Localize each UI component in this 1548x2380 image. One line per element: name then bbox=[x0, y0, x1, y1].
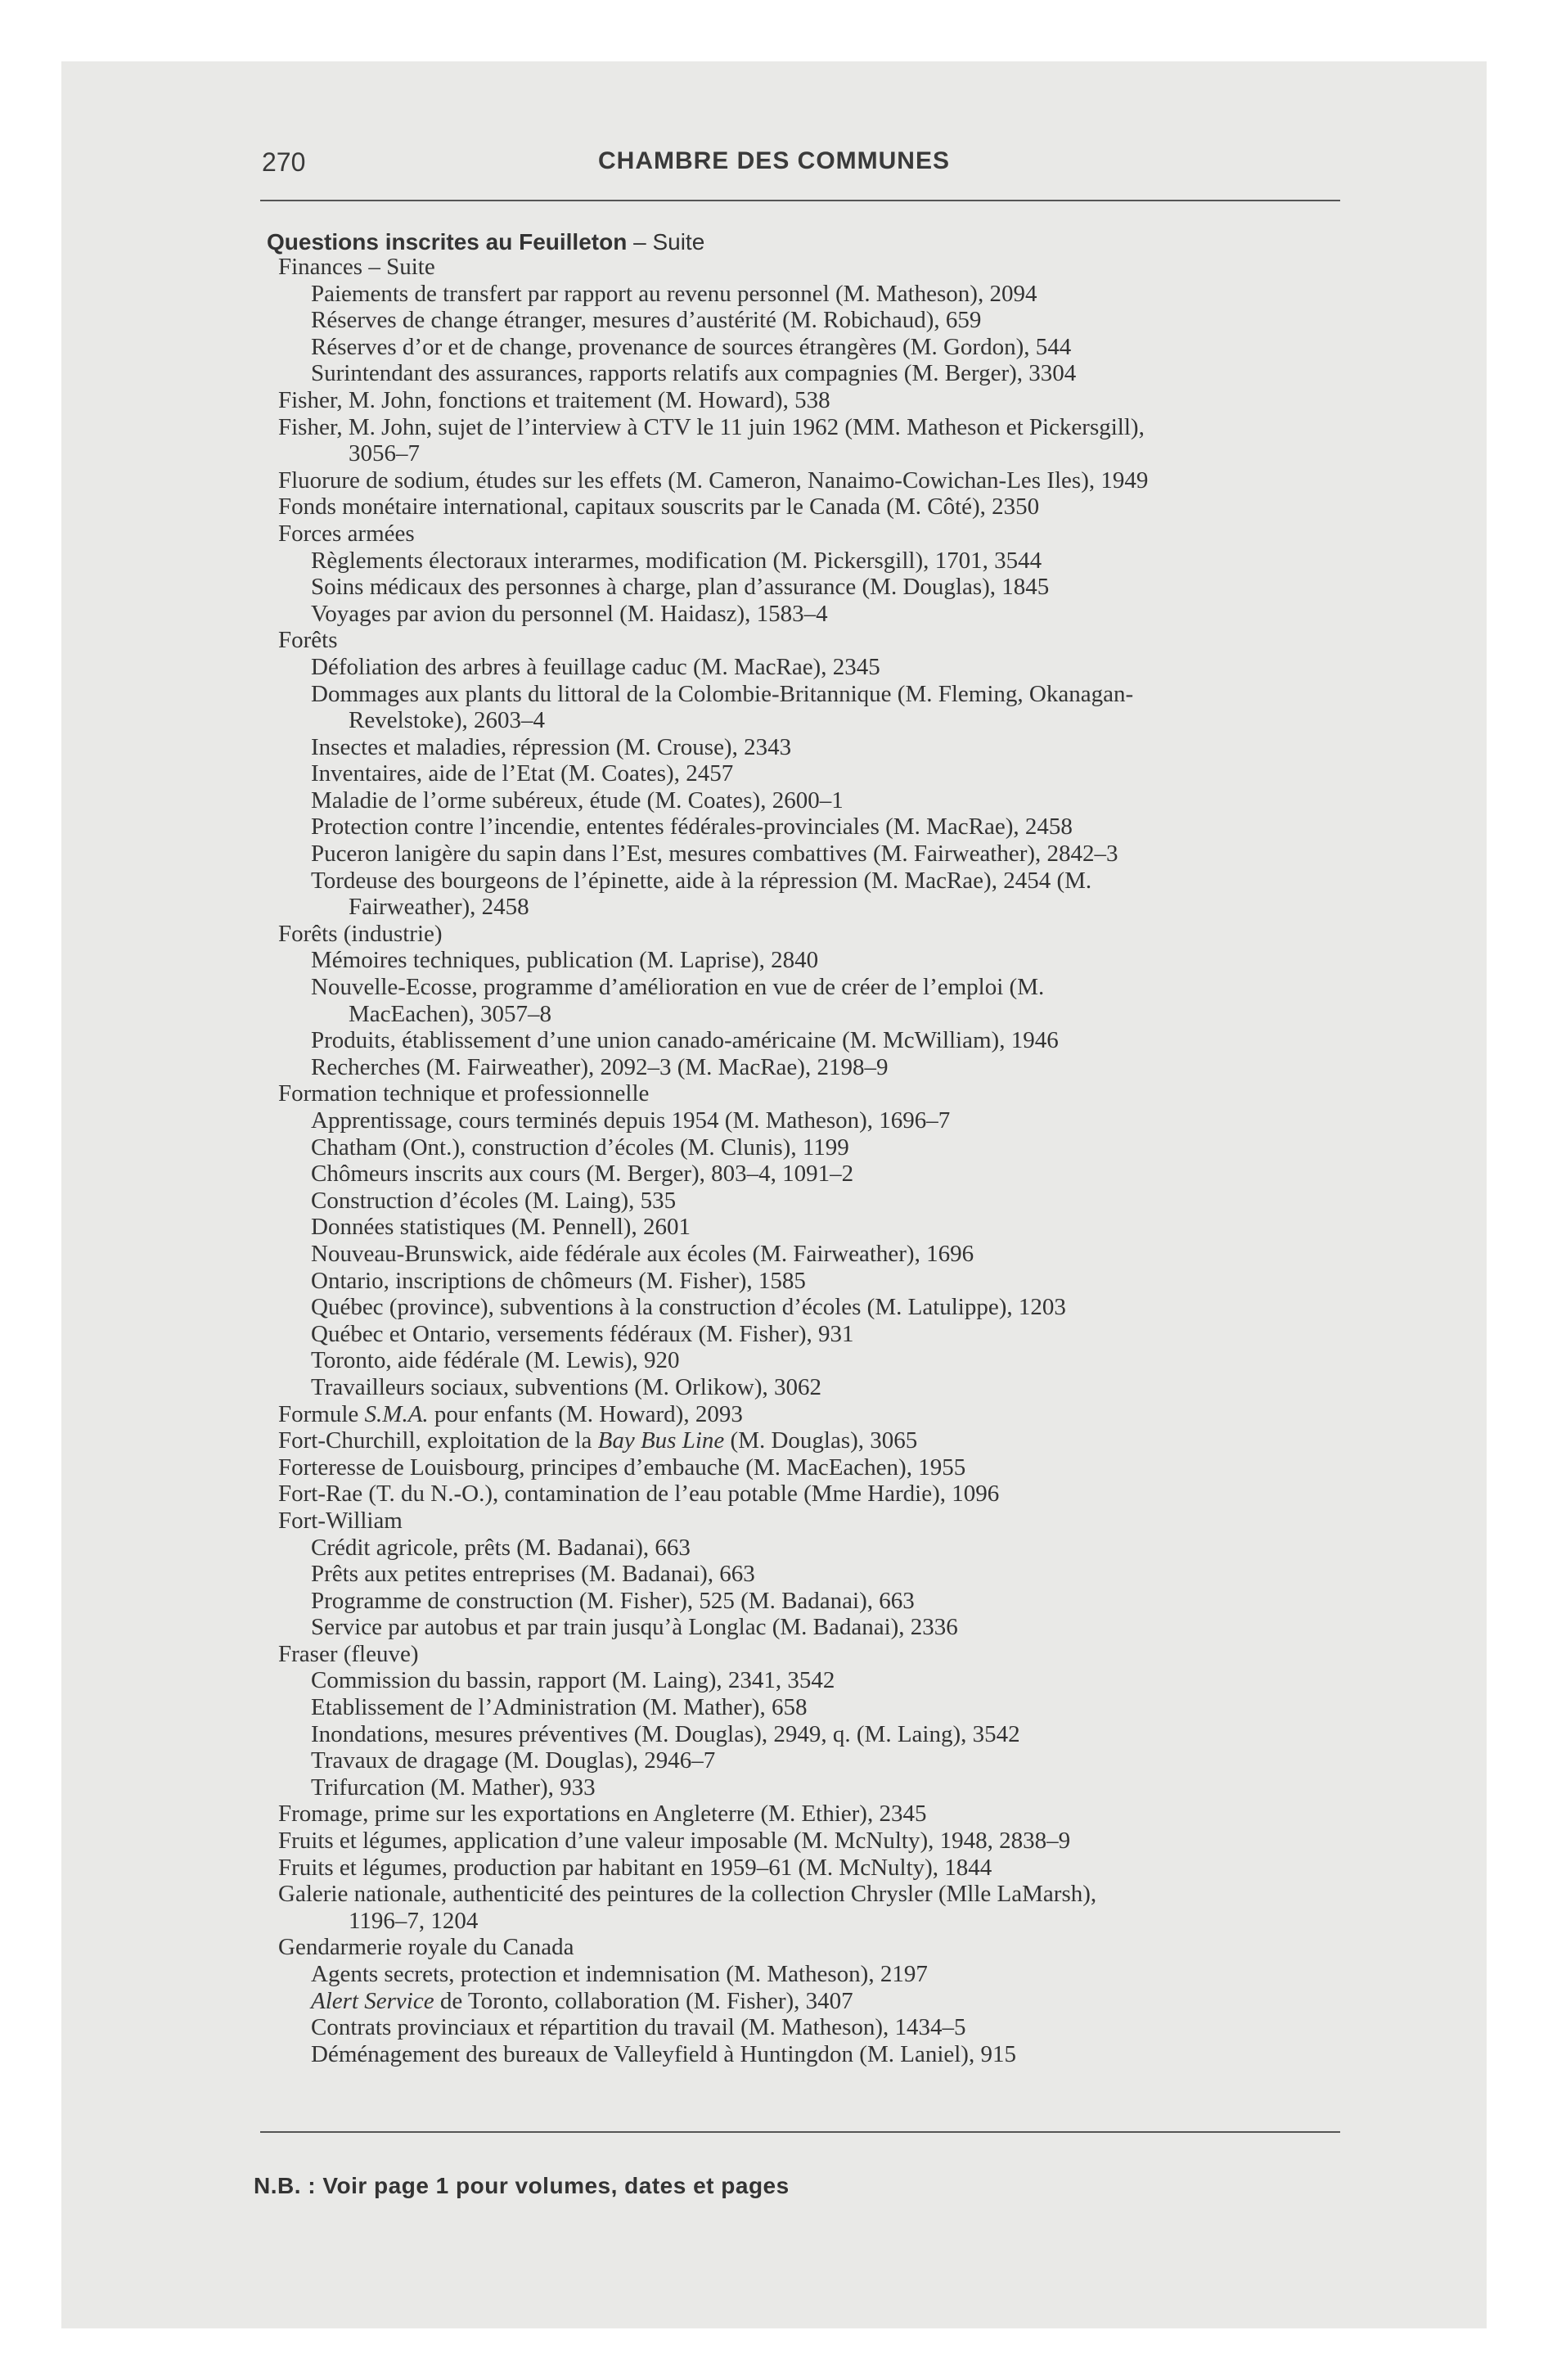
index-subentry: Québec et Ontario, versements fédéraux (M. Fisher), 931 bbox=[311, 1320, 854, 1347]
index-subentry: Réserves de change étranger, mesures d’austérité (M. Robichaud), 659 bbox=[311, 307, 982, 334]
index-entry: Forêts (industrie) bbox=[278, 920, 443, 947]
index-entry: Galerie nationale, authenticité des peintures de la collection Chrysler (Mlle LaMarsh), bbox=[278, 1881, 1097, 1908]
index-subentry: Travaux de dragage (M. Douglas), 2946–7 bbox=[311, 1747, 716, 1774]
index-subentry: Québec (province), subventions à la construction d’écoles (M. Latulippe), 1203 bbox=[311, 1294, 1066, 1321]
index-entry: Fort-Churchill, exploitation de la Bay Bus Line (M. Douglas), 3065 bbox=[278, 1427, 918, 1454]
index-entry: Fisher, M. John, fonctions et traitement (M. Howard), 538 bbox=[278, 386, 830, 413]
index-subentry: Service par autobus et par train jusqu’à Longlac (M. Badanai), 2336 bbox=[311, 1614, 958, 1641]
footer-rule bbox=[260, 2131, 1340, 2133]
index-entry: Forteresse de Louisbourg, principes d’embauche (M. MacEachen), 1955 bbox=[278, 1454, 966, 1481]
index-subentry: Soins médicaux des personnes à charge, plan d’assurance (M. Douglas), 1845 bbox=[311, 574, 1050, 601]
index-entry-continuation: Revelstoke), 2603–4 bbox=[349, 707, 546, 734]
index-subentry: Nouveau-Brunswick, aide fédérale aux écoles (M. Fairweather), 1696 bbox=[311, 1240, 974, 1267]
index-subentry: Dommages aux plants du littoral de la Colombie-Britannique (M. Fleming, Okanagan- bbox=[311, 680, 1134, 707]
index-subentry: Inventaires, aide de l’Etat (M. Coates), 2457 bbox=[311, 760, 734, 787]
index-subentry: Ontario, inscriptions de chômeurs (M. Fisher), 1585 bbox=[311, 1267, 806, 1294]
index-entry: Fisher, M. John, sujet de l’interview à CTV le 11 juin 1962 (MM. Matheson et Pickersgill), bbox=[278, 413, 1145, 440]
index-subentry: Paiements de transfert par rapport au revenu personnel (M. Matheson), 2094 bbox=[311, 280, 1037, 307]
index-subentry: Crédit agricole, prêts (M. Badanai), 663 bbox=[311, 1534, 691, 1561]
index-subentry: Défoliation des arbres à feuillage caduc (M. MacRae), 2345 bbox=[311, 653, 880, 680]
section-heading bbox=[267, 229, 704, 255]
index-entry-continuation: 1196–7, 1204 bbox=[349, 1907, 479, 1934]
index-entry: Fromage, prime sur les exportations en Angleterre (M. Ethier), 2345 bbox=[278, 1801, 927, 1828]
index-subentry: Protection contre l’incendie, ententes fédérales-provinciales (M. MacRae), 2458 bbox=[311, 814, 1073, 841]
index-entry: Formation technique et professionnelle bbox=[278, 1080, 650, 1107]
index-entry: Fluorure de sodium, études sur les effets (M. Cameron, Nanaimo-Cowichan-Les Iles), 1949 bbox=[278, 467, 1149, 494]
index-subentry: Règlements électoraux interarmes, modification (M. Pickersgill), 1701, 3544 bbox=[311, 547, 1042, 574]
page-number: 270 bbox=[262, 147, 306, 177]
index-subentry: Etablissement de l’Administration (M. Mather), 658 bbox=[311, 1694, 808, 1721]
index-entry: Fruits et légumes, application d’une valeur imposable (M. McNulty), 1948, 2838–9 bbox=[278, 1828, 1071, 1855]
index-entry: Fraser (fleuve) bbox=[278, 1640, 419, 1667]
index-entry: Forêts bbox=[278, 627, 338, 654]
index-subentry: Construction d’écoles (M. Laing), 535 bbox=[311, 1187, 677, 1214]
index-entry: Forces armées bbox=[278, 520, 415, 547]
index-subentry: Maladie de l’orme subéreux, étude (M. Coates), 2600–1 bbox=[311, 787, 844, 814]
index-subentry: Agents secrets, protection et indemnisation (M. Matheson), 2197 bbox=[311, 1961, 928, 1987]
index-subentry: Chatham (Ont.), construction d’écoles (M. Clunis), 1199 bbox=[311, 1134, 849, 1161]
index-subentry: Trifurcation (M. Mather), 933 bbox=[311, 1774, 596, 1801]
index-subentry: Inondations, mesures préventives (M. Douglas), 2949, q. (M. Laing), 3542 bbox=[311, 1720, 1020, 1747]
index-subentry: Tordeuse des bourgeons de l’épinette, aide à la répression (M. MacRae), 2454 (M. bbox=[311, 867, 1092, 894]
running-head: CHAMBRE DES COMMUNES bbox=[597, 147, 950, 174]
index-subentry: Programme de construction (M. Fisher), 525 (M. Badanai), 663 bbox=[311, 1587, 915, 1614]
index-subentry: Apprentissage, cours terminés depuis 1954 (M. Matheson), 1696–7 bbox=[311, 1107, 951, 1134]
index-entry: Finances – Suite bbox=[278, 254, 435, 280]
index-subentry: Travailleurs sociaux, subventions (M. Orlikow), 3062 bbox=[311, 1373, 821, 1400]
index-subentry: Déménagement des bureaux de Valleyfield à Huntingdon (M. Laniel), 915 bbox=[311, 2040, 1016, 2067]
index-entry-continuation: Fairweather), 2458 bbox=[349, 894, 529, 921]
index-subentry: Prêts aux petites entreprises (M. Badanai), 663 bbox=[311, 1561, 755, 1588]
index-entry-continuation: MacEachen), 3057–8 bbox=[349, 1000, 552, 1027]
index-entry: Fort-William bbox=[278, 1507, 403, 1534]
index-subentry: Contrats provinciaux et répartition du travail (M. Matheson), 1434–5 bbox=[311, 2014, 966, 2041]
index-subentry: Réserves d’or et de change, provenance de sources étrangères (M. Gordon), 544 bbox=[311, 333, 1072, 360]
index-entry: Formule S.M.A. pour enfants (M. Howard), 2093 bbox=[278, 1400, 743, 1427]
index-subentry: Alert Service de Toronto, collaboration (M. Fisher), 3407 bbox=[311, 1987, 853, 2014]
index-entries bbox=[278, 254, 1358, 2067]
index-subentry: Puceron lanigère du sapin dans l’Est, mesures combattives (M. Fairweather), 2842–3 bbox=[311, 841, 1118, 868]
index-subentry: Nouvelle-Ecosse, programme d’amélioration en vue de créer de l’emploi (M. bbox=[311, 974, 1045, 1001]
index-subentry: Surintendant des assurances, rapports relatifs aux compagnies (M. Berger), 3304 bbox=[311, 360, 1077, 387]
index-subentry: Voyages par avion du personnel (M. Haidasz), 1583–4 bbox=[311, 600, 828, 627]
index-entry: Fonds monétaire international, capitaux souscrits par le Canada (M. Côté), 2350 bbox=[278, 494, 1040, 521]
section-title: Questions inscrites au Feuilleton bbox=[267, 229, 628, 255]
header-rule bbox=[260, 200, 1340, 201]
index-entry: Fort-Rae (T. du N.-O.), contamination de l’eau potable (Mme Hardie), 1096 bbox=[278, 1481, 1000, 1508]
footer-note: N.B. : Voir page 1 pour volumes, dates et pages bbox=[254, 2173, 790, 2198]
index-subentry: Commission du bassin, rapport (M. Laing), 2341, 3542 bbox=[311, 1667, 835, 1694]
index-subentry: Recherches (M. Fairweather), 2092–3 (M. MacRae), 2198–9 bbox=[311, 1053, 889, 1080]
index-entry: Fruits et légumes, production par habitant en 1959–61 (M. McNulty), 1844 bbox=[278, 1854, 992, 1881]
index-subentry: Données statistiques (M. Pennell), 2601 bbox=[311, 1214, 691, 1241]
index-subentry: Toronto, aide fédérale (M. Lewis), 920 bbox=[311, 1347, 680, 1374]
index-entry-continuation: 3056–7 bbox=[349, 440, 420, 467]
section-suite: – Suite bbox=[627, 229, 705, 255]
index-subentry: Insectes et maladies, répression (M. Crouse), 2343 bbox=[311, 733, 792, 760]
index-entry: Gendarmerie royale du Canada bbox=[278, 1934, 574, 1961]
index-subentry: Mémoires techniques, publication (M. Laprise), 2840 bbox=[311, 947, 819, 974]
index-subentry: Chômeurs inscrits aux cours (M. Berger), 803–4, 1091–2 bbox=[311, 1161, 854, 1188]
index-subentry: Produits, établissement d’une union canado-américaine (M. McWilliam), 1946 bbox=[311, 1027, 1059, 1054]
